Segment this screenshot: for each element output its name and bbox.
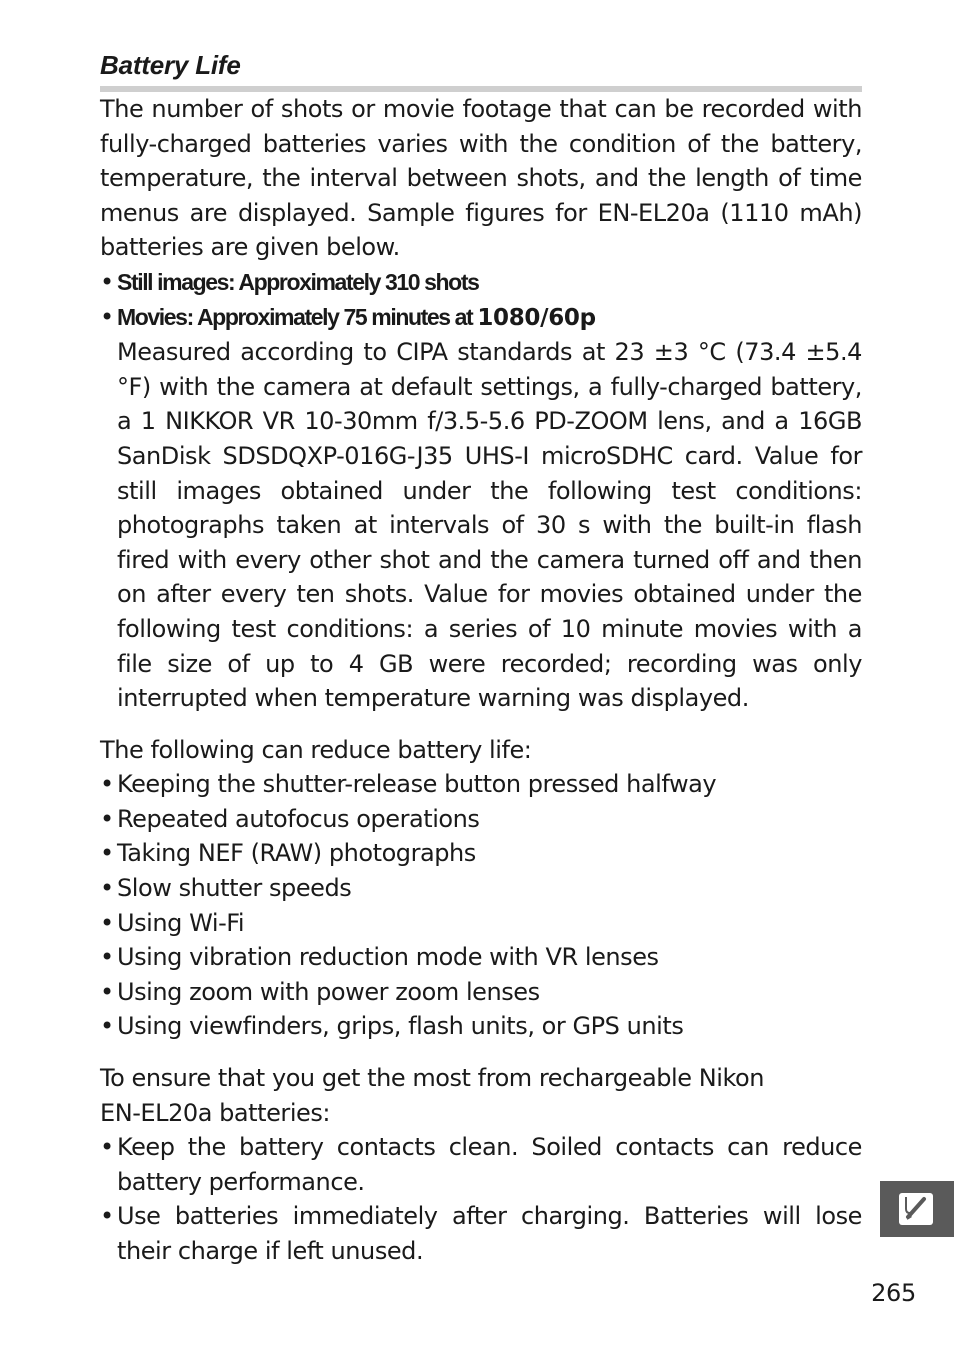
figure-still-images: Still images: Approximately 310 shots bbox=[117, 268, 479, 295]
measurement-note: Measured according to CIPA standards at 23 ±3 °C (73.4 ±5.4 °F) with the camera at default settings, a fully-charged battery, a 1 NIKKOR VR 10-30mm f/3.5-5.6 PD-ZOOM lens, and a 16GB SanDisk SDSDQXP-016G-J35 UHS-I microSDHC card. Value for still images obtained under the following test conditions: photographs taken at intervals of 30 s with the built-in flash fired with every other shot and the camera turned off and then on after every ten shots. Value for movies obtained under the following test conditions: a series of 10 minute movies with a file size of up to 4 GB were recorded; recording was only interrupted when temperature warning was displayed. bbox=[117, 338, 862, 713]
list-item: • Using zoom with power zoom lenses bbox=[100, 975, 862, 1010]
battery-figures-list bbox=[100, 265, 862, 335]
bullet: • bbox=[100, 804, 114, 833]
reduce-list bbox=[100, 767, 862, 1044]
ensure-list bbox=[100, 1130, 862, 1268]
list-item: • Keeping the shutter-release button pressed halfway bbox=[100, 767, 862, 802]
list-item: • Slow shutter speeds bbox=[100, 871, 862, 906]
list-item: • Using vibration reduction mode with VR lenses bbox=[100, 940, 862, 975]
reduce-intro: The following can reduce battery life: bbox=[100, 735, 532, 764]
page-number: 265 bbox=[871, 1279, 916, 1307]
list-item: • Taking NEF (RAW) photographs bbox=[100, 836, 862, 871]
section-heading: Battery Life bbox=[100, 50, 241, 80]
list-item: • Use batteries immediately after charging. Batteries will lose their charge if left unused. bbox=[100, 1199, 862, 1268]
list-item bbox=[100, 265, 862, 300]
list-item: • Repeated autofocus operations bbox=[100, 802, 862, 837]
list-item: • Using viewfinders, grips, flash units, or GPS units bbox=[100, 1009, 862, 1044]
bullet: • bbox=[100, 770, 114, 799]
bullet: • bbox=[100, 1133, 114, 1162]
list-item: • Using Wi-Fi bbox=[100, 906, 862, 941]
bullet: • bbox=[100, 1012, 114, 1041]
section-tab bbox=[880, 1181, 954, 1237]
bullet: • bbox=[100, 874, 114, 903]
bullet: • bbox=[100, 908, 114, 937]
technical-notes-icon bbox=[896, 1189, 936, 1229]
figure-movies-code: 1080/60p bbox=[477, 304, 596, 331]
intro-paragraph: The number of shots or movie footage that can be recorded with fully-charged batteries varies with the condition of the battery, temperature, the interval between shots, and the length of time menus are displayed. Sample figures for EN-EL20a (1110 mAh) batteries are given below. bbox=[100, 95, 862, 262]
bullet: • bbox=[100, 302, 114, 331]
list-item bbox=[100, 300, 862, 336]
ensure-intro: To ensure that you get the most from rechargeable Nikon EN-EL20a batteries: bbox=[100, 1064, 765, 1127]
page-content bbox=[100, 48, 862, 1269]
bullet: • bbox=[100, 1202, 114, 1231]
bullet: • bbox=[100, 977, 114, 1006]
bullet: • bbox=[100, 839, 114, 868]
figure-movies: Movies: Approximately 75 minutes at bbox=[117, 303, 478, 330]
list-item: • Keep the battery contacts clean. Soiled contacts can reduce battery performance. bbox=[100, 1130, 862, 1199]
bullet: • bbox=[100, 943, 114, 972]
bullet: • bbox=[100, 267, 114, 296]
